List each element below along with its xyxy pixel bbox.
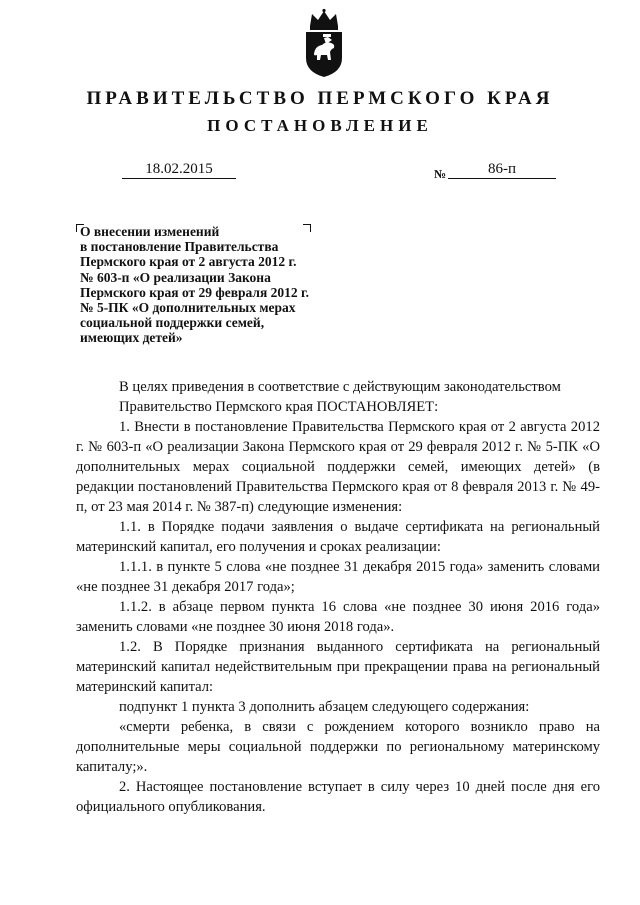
body-paragraph: В целях приведения в соответствие с действующим законодательством [119, 379, 561, 395]
subject-line: Пермского края от 2 августа 2012 г. [80, 254, 297, 270]
body-paragraph: 2. Настоящее постановление вступает в силу через 10 дней после дня его официального опубликования. [76, 779, 600, 815]
subject-line: Пермского края от 29 февраля 2012 г. [80, 284, 310, 300]
number-sign: № [434, 167, 447, 181]
subject-line: О внесении изменений [80, 224, 220, 239]
body-paragraph: 1. Внести в постановление Правительства Пермского края от 2 августа 2012 г. № 603-п «О реализации Закона Пермского края от 29 февраля 2012 г. № 5-ПК «О дополнительных мерах социальной поддержки семей, имеющих детей» (в редакции постановлений Правительства Пермского края от 8 февраля 2013 г. № 49-п, от 23 мая 2014 г. № 387-п) следующие изменения: [76, 419, 600, 515]
perm-krai-coat-of-arms-icon [302, 8, 346, 78]
document-date: 18.02.2015 [122, 160, 236, 179]
body-paragraph: 1.1.2. в абзаце первом пункта 16 слова «не позднее 30 июня 2016 года» заменить словами «не позднее 30 июня 2018 года». [76, 599, 600, 635]
document-subject [80, 224, 350, 346]
document-type: ПОСТАНОВЛЕНИЕ [207, 116, 433, 135]
subject-line: имеющих детей» [80, 330, 183, 346]
subject-line: социальной поддержки семей, [80, 315, 265, 331]
body-paragraph: подпункт 1 пункта 3 дополнить абзацем следующего содержания: [119, 699, 530, 715]
body-paragraph: 1.1.1. в пункте 5 слова «не позднее 31 декабря 2015 года» заменить словами «не позднее 31 декабря 2017 года»; [76, 559, 600, 595]
document-body [76, 377, 600, 817]
body-paragraph: 1.1. в Порядке подачи заявления о выдаче сертификата на региональный материнский капитал, его получения и сроках реализации: [76, 519, 600, 555]
body-paragraph: «смерти ребенка, в связи с рождением которого возникло право на дополнительные меры социальной поддержки по региональному материнскому капиталу;». [76, 719, 600, 775]
subject-line: № 603-п «О реализации Закона [80, 269, 271, 285]
document-number: 86-п [448, 160, 556, 179]
body-paragraph: 1.2. В Порядке признания выданного сертификата на региональный материнский капитал недействительным при прекращении права на региональный материнский капитал: [76, 639, 600, 695]
subject-line: № 5-ПК «О дополнительных мерах [80, 300, 296, 316]
organization-title: ПРАВИТЕЛЬСТВО ПЕРМСКОГО КРАЯ [86, 88, 554, 109]
subject-line: в постановление Правительства [80, 239, 279, 255]
body-paragraph: Правительство Пермского края ПОСТАНОВЛЯЕТ: [119, 399, 439, 415]
